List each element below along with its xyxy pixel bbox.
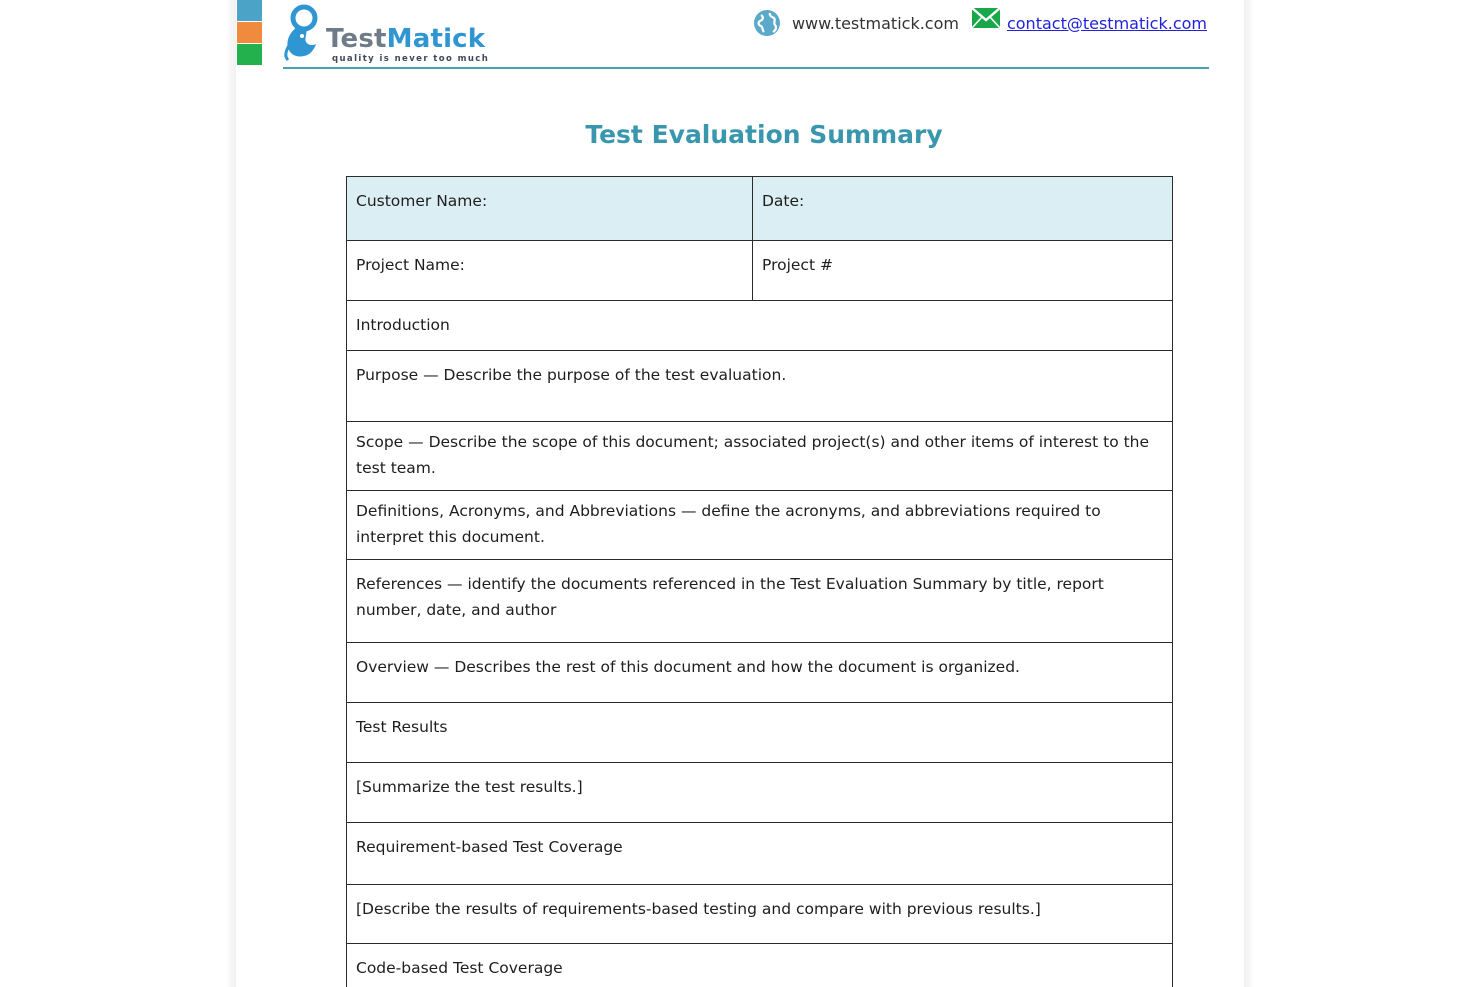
table-row — [347, 301, 1173, 351]
header-contacts — [752, 8, 1207, 38]
page-shadow-left — [226, 0, 236, 987]
table-row — [347, 351, 1173, 422]
table-row — [347, 177, 1173, 241]
project-name-cell[interactable]: Project Name: — [347, 241, 753, 301]
table-row — [347, 560, 1173, 643]
introduction-cell: Introduction — [347, 301, 1173, 351]
table-row — [347, 885, 1173, 944]
purpose-cell: Purpose — Describe the purpose of the test evaluation. — [347, 351, 1173, 422]
testmatick-logo — [282, 4, 502, 66]
references-cell: References — identify the documents referenced in the Test Evaluation Summary by title, report number, date, and author — [347, 560, 1173, 643]
definitions-cell: Definitions, Acronyms, and Abbreviations — define the acronyms, and abbreviations required to interpret this document. — [347, 491, 1173, 560]
test-results-cell: Test Results — [347, 703, 1173, 763]
logo-word-test: Test — [326, 24, 387, 54]
table-row — [347, 422, 1173, 491]
side-bar-orange — [237, 22, 262, 43]
table-row — [347, 241, 1173, 301]
document-title: Test Evaluation Summary — [585, 120, 943, 149]
scope-cell: Scope — Describe the scope of this document; associated project(s) and other items of interest to the test team. — [347, 422, 1173, 491]
email-link[interactable]: contact@testmatick.com — [1006, 13, 1207, 33]
overview-cell: Overview — Describes the rest of this document and how the document is organized. — [347, 643, 1173, 703]
evaluation-table — [346, 176, 1173, 987]
side-color-bars — [237, 0, 262, 66]
website-text: www.testmatick.com — [791, 13, 959, 33]
date-cell[interactable]: Date: — [753, 177, 1173, 241]
requirement-results-cell: [Describe the results of requirements-based testing and compare with previous results.] — [347, 885, 1173, 944]
table-row — [347, 944, 1173, 987]
table-row — [347, 703, 1173, 763]
table-row — [347, 643, 1173, 703]
logo-word-matick: Matick — [386, 24, 486, 54]
globe-icon — [752, 8, 782, 38]
header-rule — [283, 67, 1209, 69]
table-row — [347, 763, 1173, 823]
logo-wordmark — [326, 24, 485, 54]
table-row — [347, 491, 1173, 560]
side-bar-blue — [237, 0, 262, 21]
document-page — [236, 0, 1244, 987]
customer-name-cell[interactable]: Customer Name: — [347, 177, 753, 241]
page-shadow-right — [1244, 0, 1254, 987]
mail-icon — [971, 7, 1001, 29]
logo-tagline: quality is never too much — [332, 54, 490, 64]
logo-mascot-icon — [282, 4, 330, 66]
requirement-coverage-cell: Requirement-based Test Coverage — [347, 823, 1173, 885]
summarize-results-cell: [Summarize the test results.] — [347, 763, 1173, 823]
project-number-cell[interactable]: Project # — [753, 241, 1173, 301]
table-row — [347, 823, 1173, 885]
code-coverage-cell: Code-based Test Coverage — [347, 944, 1173, 987]
side-bar-green — [237, 44, 262, 65]
